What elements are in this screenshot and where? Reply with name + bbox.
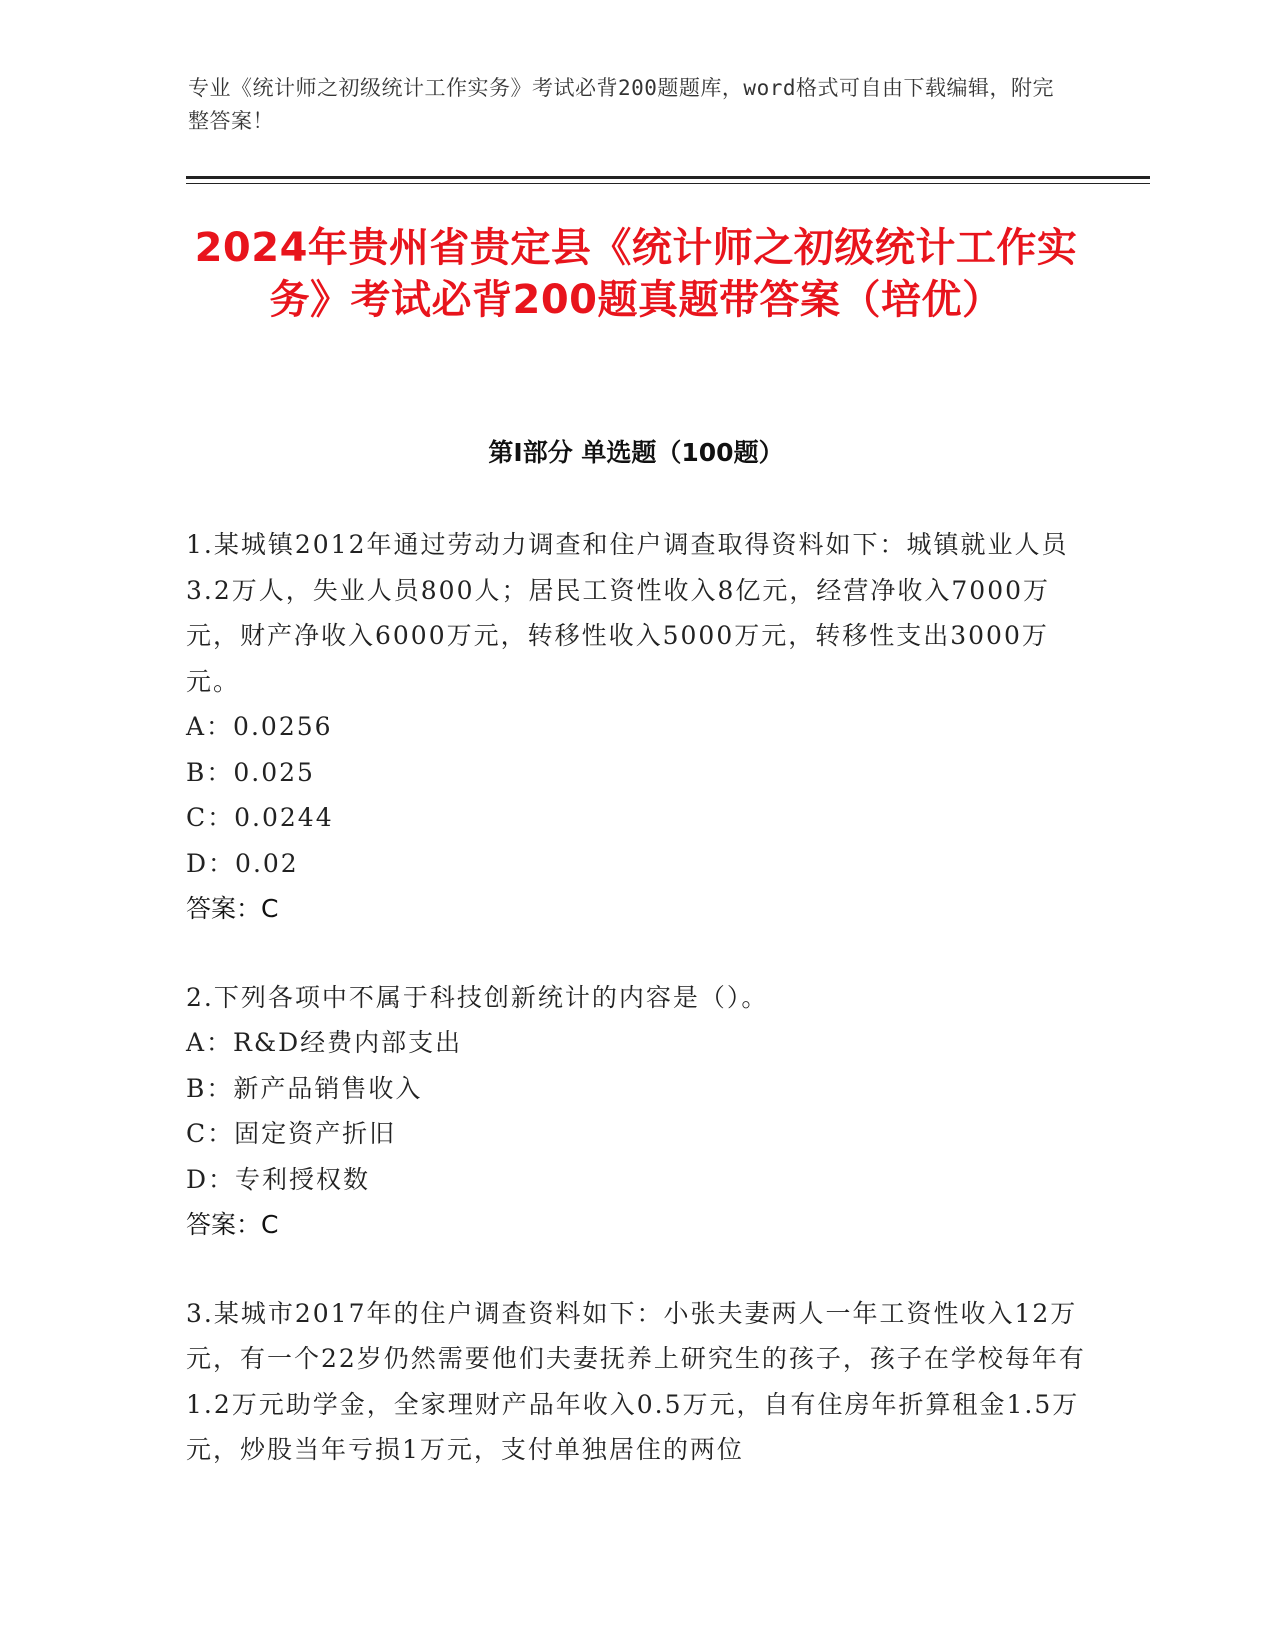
question-stem: 3.某城市2017年的住户调查资料如下：小张夫妻两人一年工资性收入12万元，有一个22岁仍然需要他们夫妻抚养上研究生的孩子，孩子在学校每年有1.2万元助学金，全家理财产品年收入0.5万元，自有住房年折算租金1.5万元，炒股当年亏损1万元，支付单独居住的两位 bbox=[186, 1298, 1086, 1464]
answer-line: 答案：C bbox=[186, 1210, 279, 1239]
header-rule-thick bbox=[186, 176, 1150, 179]
option-b: B：新产品销售收入 bbox=[186, 1073, 423, 1103]
option-c: C：0.0244 bbox=[186, 803, 334, 832]
question-stem: 2.下列各项中不属于科技创新统计的内容是（）。 bbox=[186, 982, 769, 1012]
option-d: D：专利授权数 bbox=[186, 1164, 371, 1194]
question-stem: 1.某城镇2012年通过劳动力调查和住户调查取得资料如下：城镇就业人员3.2万人，失业人员800人；居民工资性收入8亿元，经营净收入7000万元，财产净收入6000万元，转移性收入5000万元，转移性支出3000万元。 bbox=[186, 530, 1069, 696]
section-heading: 第I部分 单选题（100题） bbox=[488, 438, 784, 467]
question-list bbox=[186, 522, 1086, 1516]
option-d: D：0.02 bbox=[186, 848, 299, 878]
option-a: A：0.0256 bbox=[186, 712, 333, 741]
question-2 bbox=[186, 975, 1086, 1248]
option-c: C：固定资产折旧 bbox=[186, 1119, 397, 1148]
question-1 bbox=[186, 522, 1086, 932]
answer-line: 答案：C bbox=[186, 894, 279, 923]
document-title: 2024年贵州省贵定县《统计师之初级统计工作实务》考试必背200题真题带答案（培优） bbox=[194, 225, 1078, 323]
question-3 bbox=[186, 1291, 1086, 1473]
option-a: A：R&D经费内部支出 bbox=[186, 1028, 463, 1057]
header-rule-thin bbox=[186, 183, 1150, 184]
header-note: 专业《统计师之初级统计工作实务》考试必背200题题库，word格式可自由下载编辑，附完整答案！ bbox=[188, 76, 1054, 133]
option-b: B：0.025 bbox=[186, 757, 315, 787]
